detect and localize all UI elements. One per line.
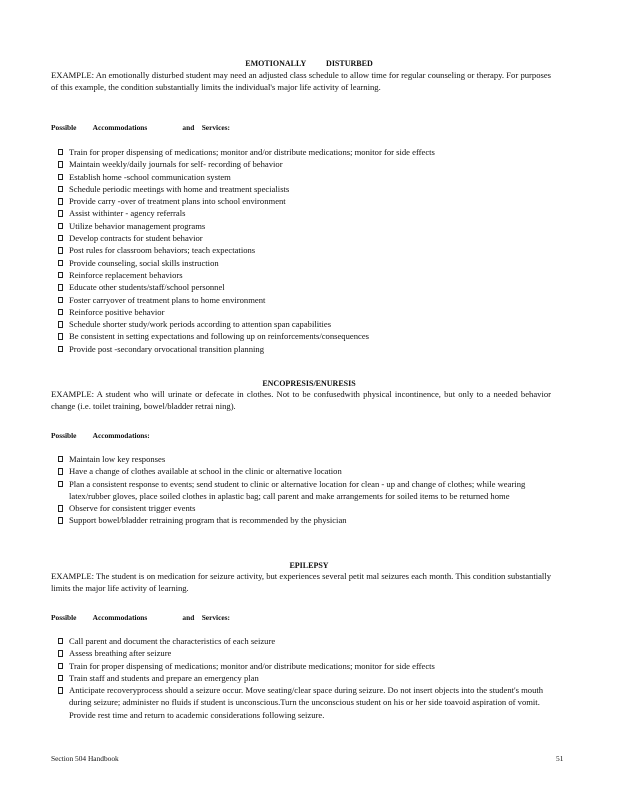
list-item: Maintain low key responses <box>58 453 552 465</box>
checkbox-bullet-icon <box>58 186 63 192</box>
checkbox-bullet-icon <box>58 198 63 204</box>
accommodation-list-epilepsy <box>58 635 552 721</box>
checkbox-bullet-icon <box>58 149 63 155</box>
checkbox-bullet-icon <box>58 675 63 681</box>
list-item: Provide post -secondary orvocational transition planning <box>58 343 552 355</box>
list-item: Assess breathing after seizure <box>58 647 552 659</box>
checkbox-bullet-icon <box>58 638 63 644</box>
footer-handbook-title: Section 504 Handbook <box>51 754 119 763</box>
checkbox-bullet-icon <box>58 309 63 315</box>
checkbox-bullet-icon <box>58 663 63 669</box>
list-item: Support bowel/bladder retraining program that is recommended by the physician <box>58 514 552 526</box>
checkbox-bullet-icon <box>58 468 63 474</box>
subhead-accommodations: Possible Accommodations: <box>51 431 150 440</box>
list-item: Post rules for classroom behaviors; teach expectations <box>58 244 552 256</box>
page-number: 51 <box>556 754 564 763</box>
checkbox-bullet-icon <box>58 687 63 693</box>
list-item: Train staff and students and prepare an emergency plan <box>58 672 552 684</box>
list-item: Educate other students/staff/school personnel <box>58 281 552 293</box>
list-item: Provide counseling, social skills instruction <box>58 257 552 269</box>
list-item: Provide carry -over of treatment plans into school environment <box>58 195 552 207</box>
checkbox-bullet-icon <box>58 235 63 241</box>
checkbox-bullet-icon <box>58 284 63 290</box>
list-item: Schedule shorter study/work periods according to attention span capabilities <box>58 318 552 330</box>
accommodation-list-encopresis-enuresis <box>58 453 552 527</box>
checkbox-bullet-icon <box>58 210 63 216</box>
checkbox-bullet-icon <box>58 260 63 266</box>
checkbox-bullet-icon <box>58 297 63 303</box>
section-title-epilepsy: EPILEPSY <box>289 561 329 570</box>
list-item: Plan a consistent response to events; send student to clinic or alternative location for clean - up and change of clothes; while wearing latex/rubber gloves, place soiled clothes in aplastic bag; call parent and make arrangements for soiled items to be returned home <box>58 478 552 503</box>
checkbox-bullet-icon <box>58 174 63 180</box>
accommodation-list-emotionally-disturbed <box>58 146 552 355</box>
list-item: Establish home -school communication system <box>58 171 552 183</box>
list-item: Call parent and document the characteristics of each seizure <box>58 635 552 647</box>
list-item: Develop contracts for student behavior <box>58 232 552 244</box>
checkbox-bullet-icon <box>58 456 63 462</box>
list-item: Foster carryover of treatment plans to home environment <box>58 294 552 306</box>
checkbox-bullet-icon <box>58 223 63 229</box>
example-emotionally-disturbed: EXAMPLE: An emotionally disturbed student may need an adjusted class schedule to allow time for regular counseling or therapy. For purposes of this example, the condition substantially limits the individual's major life activity of learning. <box>51 70 551 92</box>
list-item: Anticipate recoveryprocess should a seizure occur. Move seating/clear space during seizure. Do not insert objects into the student's mouth during seizure; administer no fluids if student is unconscious.Turn the unconscious student on his or her side toavoid aspiration of vomit. Provide rest time and return to academic considerations following seizure. <box>58 684 552 721</box>
subhead-accommodations-services: Possible Accommodations and Services: <box>51 123 231 132</box>
list-item: Have a change of clothes available at school in the clinic or alternative location <box>58 465 552 477</box>
example-epilepsy: EXAMPLE: The student is on medication for seizure activity, but experiences several petit mal seizures each month. This condition substantially limits the major life activity of learning. <box>51 571 551 593</box>
checkbox-bullet-icon <box>58 247 63 253</box>
list-item: Reinforce replacement behaviors <box>58 269 552 281</box>
checkbox-bullet-icon <box>58 272 63 278</box>
checkbox-bullet-icon <box>58 517 63 523</box>
example-encopresis-enuresis: EXAMPLE: A student who will urinate or defecate in clothes. Not to be confusedwith physical incontinence, but only to a needed behavior change (i.e. toilet training, bowel/bladder retrai ning). <box>51 389 551 411</box>
subhead-accommodations-services: Possible Accommodations and Services: <box>51 613 231 622</box>
list-item: Be consistent in setting expectations and following up on reinforcements/consequences <box>58 330 552 342</box>
section-title-encopresis-enuresis: ENCOPRESIS/ENURESIS <box>262 379 356 388</box>
checkbox-bullet-icon <box>58 161 63 167</box>
list-item: Maintain weekly/daily journals for self- recording of behavior <box>58 158 552 170</box>
section-title-emotionally-disturbed: EMOTIONALLY DISTURBED <box>245 59 373 68</box>
checkbox-bullet-icon <box>58 650 63 656</box>
list-item: Utilize behavior management programs <box>58 220 552 232</box>
list-item: Schedule periodic meetings with home and treatment specialists <box>58 183 552 195</box>
list-item: Train for proper dispensing of medications; monitor and/or distribute medications; monitor for side effects <box>58 146 552 158</box>
checkbox-bullet-icon <box>58 333 63 339</box>
list-item: Assist withinter - agency referrals <box>58 207 552 219</box>
list-item: Train for proper dispensing of medications; monitor and/or distribute medications; monitor for side effects <box>58 660 552 672</box>
checkbox-bullet-icon <box>58 481 63 487</box>
list-item: Observe for consistent trigger events <box>58 502 552 514</box>
list-item: Reinforce positive behavior <box>58 306 552 318</box>
checkbox-bullet-icon <box>58 346 63 352</box>
checkbox-bullet-icon <box>58 321 63 327</box>
checkbox-bullet-icon <box>58 505 63 511</box>
